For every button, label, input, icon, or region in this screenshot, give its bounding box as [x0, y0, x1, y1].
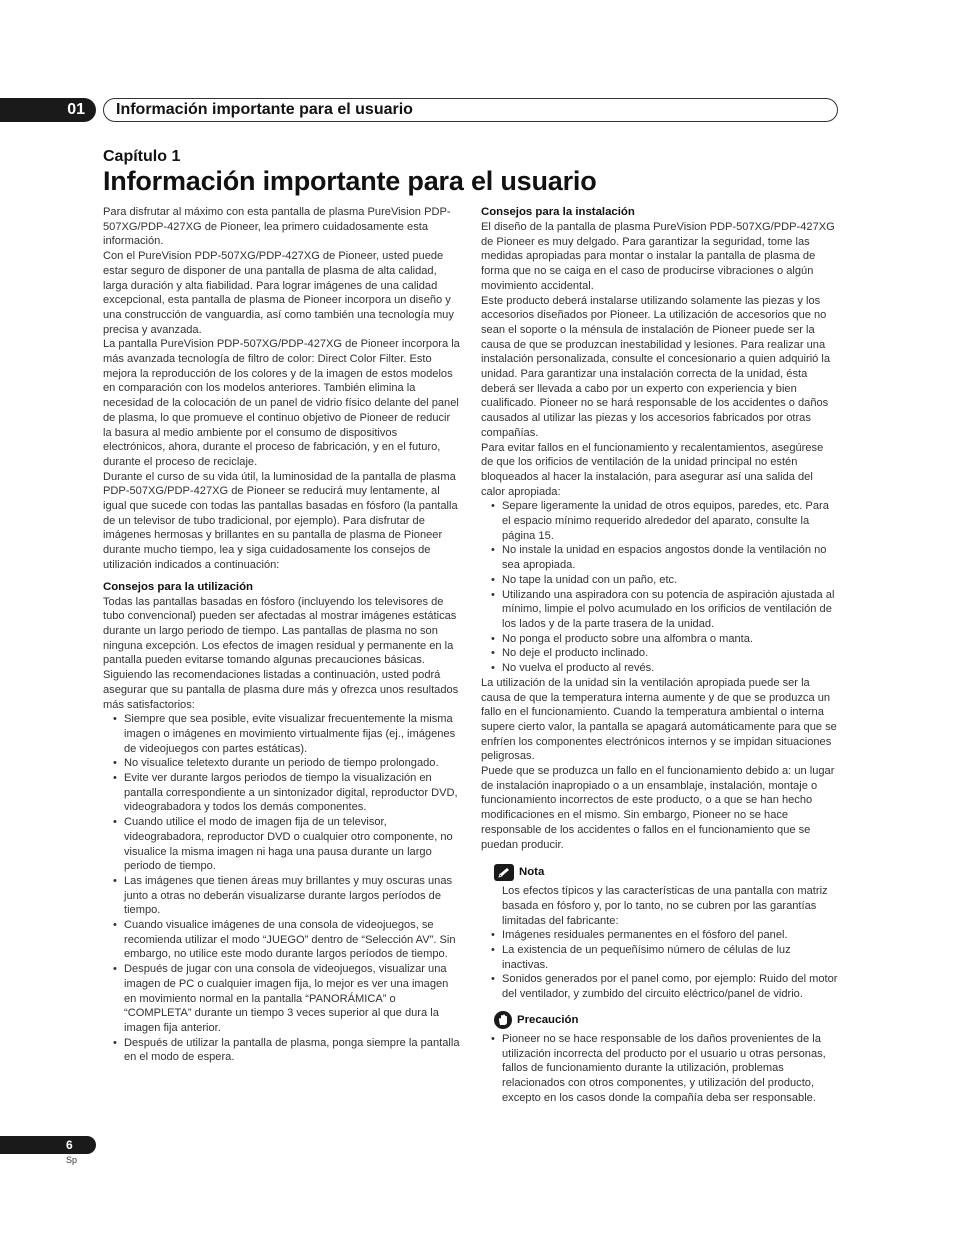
page-title: Información importante para el usuario	[103, 166, 597, 196]
section-heading-usage: Consejos para la utilización	[103, 580, 254, 593]
list-item: • No ponga el producto sobre una alfombra o manta.	[502, 632, 838, 647]
list-item: • Cuando visualice imágenes de una consola de videojuegos, se recomienda utilizar el modo “JUEGO” dentro de “Selección AV”. Sin embargo, no utilice este modo durante largos períodos de tiempo.	[124, 918, 461, 962]
list-item: • No instale la unidad en espacios angostos donde la ventilación no sea apropiada.	[502, 543, 838, 572]
paragraph: La utilización de la unidad sin la ventilación apropiada puede ser la causa de que la temperatura interna aumente y de que se produzca un fallo en el funcionamiento. Cuando la temperatura ambiental o interna supere cierto valor, la pantalla se apagará automáticamente para que se enfríen los componentes electrónicos internos y se impidan situaciones peligrosas.	[481, 676, 837, 763]
list-item: • Pioneer no se hace responsable de los daños provenientes de la utilización incorrecta del producto por el usuario u otras personas, fallos de funcionamiento durante la utilización, problemas relacionados con otros componentes, y utilización del producto, excepto en los casos donde la compañía deba ser responsable.	[502, 1032, 838, 1106]
pencil-icon	[494, 864, 514, 881]
caution-title: Precaución	[517, 1013, 579, 1026]
page-number: 6	[0, 1136, 96, 1154]
list-item: • No deje el producto inclinado.	[502, 646, 838, 661]
paragraph: Puede que se produzca un fallo en el funcionamiento debido a: un lugar de instalación inapropiado o a un ensamblaje, instalación, montaje o funcionamiento incorrectos de este producto, o a que se han hecho modificaciones en el mismo. Sin embargo, Pioneer no se hace responsable de los accidentes o fallos en el funcionamiento que se puedan producir.	[481, 765, 835, 851]
paragraph: Durante el curso de su vida útil, la luminosidad de la pantalla de plasma PDP-507XG/PDP-427XG de Pioneer se reducirá muy lentamente, al igual que sucede con todas las pantallas basadas en fósforo (la pantalla de un televisor de tubo tradicional, por ejemplo). Para disfrutar de imágenes hermosas y brillantes en su pantalla de plasma de Pioneer durante mucho tiempo, lea y siga cuidadosamente los consejos de utilización indicados a continuación:	[103, 470, 458, 571]
list-item: • Cuando utilice el modo de imagen fija de un televisor, videograbadora, reproductor DVD o cualquier otro componente, no visualice la misma imagen ni haga una pausa durante un largo periodo de tiempo.	[124, 815, 461, 874]
caution-heading	[494, 1011, 838, 1029]
hand-icon	[494, 1011, 512, 1029]
note-heading	[494, 864, 838, 881]
caution-list	[481, 1032, 838, 1106]
list-item: • La existencia de un pequeñísimo número de células de luz inactivas.	[502, 943, 838, 972]
note-title: Nota	[519, 866, 545, 879]
list-item: • Después de jugar con una consola de videojuegos, visualizar una imagen de PC o cualquier imagen fija, lo mejor es ver una imagen en movimiento normal en la pantalla “PANORÁMICA” o “COMPLETA” durante un tiempo 3 veces superior al que dura la imagen fija anterior.	[124, 962, 461, 1036]
paragraph: Este producto deberá instalarse utilizando solamente las piezas y los accesorios diseñados por Pioneer. La utilización de accesorios que no sean el soporte o la ménsula de instalación de Pioneer puede ser la causa de que se produzcan inestabilidad y lesiones. Para realizar una instalación personalizada, consulte el concesionario a quien adquirió la unidad. Para garantizar una instalación correcta de la unidad, ésta deberá ser llevada a cabo por un experto con experiencia y bien cualificado. Pioneer no se hará responsable de los accidentes o daños causados al utilizar las piezas y los accesorios fabricados por otras compañías.	[481, 294, 831, 439]
caution-box	[481, 1032, 838, 1106]
chapter-label: Capítulo 1	[103, 148, 181, 165]
list-item: • No tape la unidad con un paño, etc.	[502, 573, 838, 588]
paragraph: Para disfrutar al máximo con esta pantalla de plasma PureVision PDP-507XG/PDP-427XG de Pioneer, lea primero cuidadosamente esta información.	[103, 206, 451, 248]
list-item: • Separe ligeramente la unidad de otros equipos, paredes, etc. Para el espacio mínimo requerido alrededor del aparato, consulte la página 15.	[502, 499, 838, 543]
list-item: • Utilizando una aspiradora con su potencia de aspiración ajustada al mínimo, limpie el polvo acumulado en los orificios de ventilación de los lados y de la parte trasera de la unidad.	[502, 588, 838, 632]
paragraph: Con el PureVision PDP-507XG/PDP-427XG de Pioneer, usted puede estar seguro de disponer de una pantalla de plasma de alta calidad, larga duración y alta fiabilidad. Para lograr imágenes de una calidad excepcional, esta pantalla de plasma de Pioneer incorpora un diseño y una construcción de vanguardia, así como también una tecnología muy precisa y avanzada.	[103, 250, 454, 336]
list-item: • No vuelva el producto al revés.	[502, 661, 838, 676]
list-item: • Evite ver durante largos periodos de tiempo la visualización en pantalla correspondiente a un sintonizador digital, reproductor DVD, videograbadora y todos los demás componentes.	[124, 771, 461, 815]
usage-tips-list	[103, 712, 461, 1065]
paragraph: Todas las pantallas basadas en fósforo (incluyendo los televisores de tubo convencional) pueden ser afectadas al mostrar imágenes estáticas durante un largo periodo de tiempo. Las pantallas de plasma no son ninguna excepción. Los efectos de imagen residual y permanente en la pantalla pueden evitarse tomando algunas precauciones básicas. Siguiendo las recomendaciones listadas a continuación, usted podrá asegurar que su pantalla de plasma dure más y ofrezca unos resultados más satisfactorios:	[103, 595, 459, 711]
paragraph: La pantalla PureVision PDP-507XG/PDP-427XG de Pioneer incorpora la más avanzada tecnología de filtro de color: Direct Color Filter. Esto mejora la reproducción de los colores y de la imagen de estos modelos en comparación con los modelos anteriores. También elimina la necesidad de la colocación de un panel de vidrio físico delante del panel de plasma, lo que promueve el continuo objetivo de Pioneer de reducir la basura al medio ambiente por el consumo de dispositivos electrónicos, ahora, durante el proceso de fabricación, y en el futuro, durante el proceso de reciclaje.	[103, 338, 460, 468]
note-box	[481, 884, 838, 1002]
chapter-number-tab: 01	[0, 98, 96, 122]
list-item: • Imágenes residuales permanentes en el fósforo del panel.	[502, 928, 838, 943]
list-item: • Sonidos generados por el panel como, por ejemplo: Ruido del motor del ventilador, y zumbido del circuito eléctrico/panel de vidrio.	[502, 972, 838, 1001]
list-item: • Las imágenes que tienen áreas muy brillantes y muy oscuras unas junto a otras no deberán visualizarse durante largos períodos de tiempo.	[124, 874, 461, 918]
note-text: Los efectos típicos y las características de una pantalla con matriz basada en fósforo y, por lo tanto, no se cubren por las garantías limitadas del fabricante:	[502, 885, 828, 927]
list-item: • No visualice teletexto durante un periodo de tiempo prolongado.	[124, 756, 461, 771]
paragraph: Para evitar fallos en el funcionamiento y recalentamientos, asegúrese de que los orificios de ventilación de la unidad principal no estén bloqueados al hacer la instalación, para asegurar así una salida del calor apropiada:	[481, 441, 824, 498]
right-column	[481, 205, 838, 1105]
list-item: • Después de utilizar la pantalla de plasma, ponga siempre la pantalla en el modo de espera.	[124, 1036, 461, 1065]
section-heading-installation: Consejos para la instalación	[481, 206, 635, 218]
note-list	[481, 928, 838, 1002]
list-item: • Siempre que sea posible, evite visualizar frecuentemente la misma imagen o imágenes en movimiento virtualmente fijas (ej., imágenes de videojuegos con partes estáticas).	[124, 712, 461, 756]
running-header-title: Información importante para el usuario	[103, 98, 838, 122]
left-column	[103, 205, 461, 1065]
language-code: Sp	[66, 1155, 78, 1165]
installation-tips-list	[481, 499, 838, 675]
paragraph: El diseño de la pantalla de plasma PureVision PDP-507XG/PDP-427XG de Pioneer es muy delgado. Para garantizar la seguridad, tome las medidas apropiadas para montar o instalar la pantalla de plasma de forma que no se caiga en el caso de producirse vibraciones o algún movimiento accidental.	[481, 221, 835, 292]
